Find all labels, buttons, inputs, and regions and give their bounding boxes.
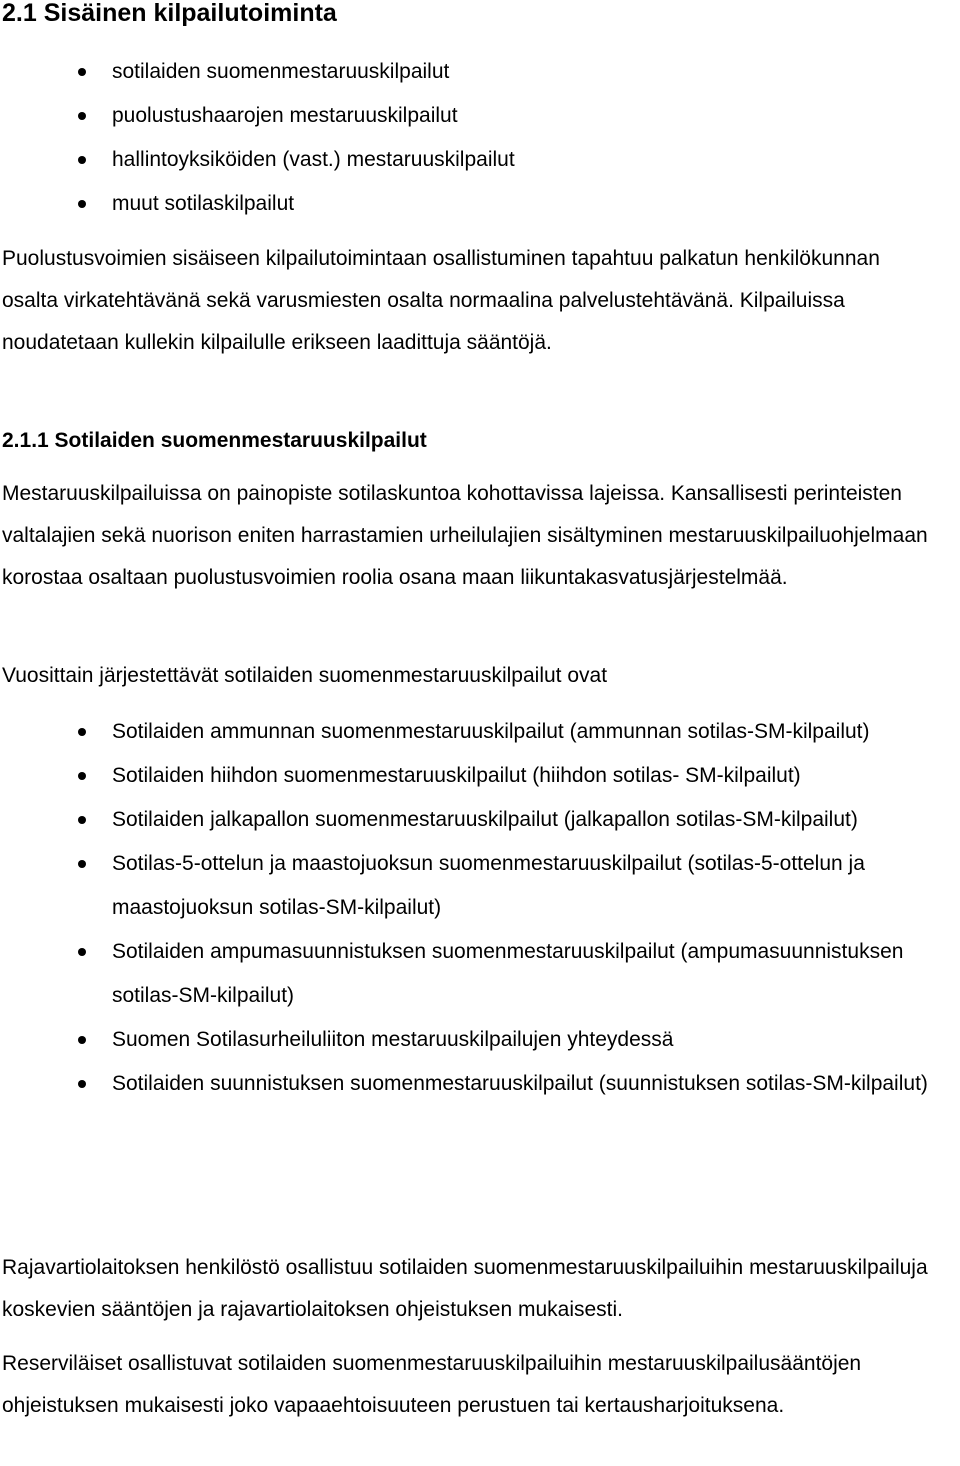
subsection-paragraph-3: Reserviläiset osallistuvat sotilaiden suomenmestaruuskilpailuihin mestaruuskilpailusääntöjen ohjeistuksen mukaisesti joko vapaaehtoisuuteen perustuen tai kertausharjoituksena.: [2, 1352, 862, 1417]
list-item: Sotilaiden hiihdon suomenmestaruuskilpailut (hiihdon sotilas- SM-kilpailut): [2, 754, 932, 798]
list-item: Suomen Sotilasurheiluliiton mestaruuskilpailujen yhteydessä: [2, 1018, 932, 1062]
list-item: Sotilas-5-ottelun ja maastojuoksun suomenmestaruuskilpailut (sotilas-5-ottelun ja maastojuoksun sotilas-SM-kilpailut): [2, 842, 932, 930]
subsection-paragraph-1: Mestaruuskilpailuissa on painopiste sotilaskuntoa kohottavissa lajeissa. Kansallisesti perinteisten valtalajien sekä nuorison eniten harrastamien urheilulajien sisältyminen mestaruuskilpailuohjelmaan korostaa osaltaan puolustusvoimien roolia osana maan liikuntakasvatusjärjestelmää.: [2, 482, 928, 589]
bullet-icon: [78, 860, 86, 868]
championships-list: [2, 710, 932, 1106]
bullet-icon: [78, 156, 86, 164]
list-item: Sotilaiden jalkapallon suomenmestaruuskilpailut (jalkapallon sotilas-SM-kilpailut): [2, 798, 932, 842]
subsection-intro: Vuosittain järjestettävät sotilaiden suomenmestaruuskilpailut ovat: [2, 664, 608, 687]
list-item: hallintoyksiköiden (vast.) mestaruuskilpailut: [2, 138, 515, 182]
list-item: Sotilaiden suunnistuksen suomenmestaruuskilpailut (suunnistuksen sotilas-SM-kilpailut): [2, 1062, 932, 1106]
list-item: Sotilaiden ammunnan suomenmestaruuskilpailut (ammunnan sotilas-SM-kilpailut): [2, 710, 932, 754]
section-paragraph: Puolustusvoimien sisäiseen kilpailutoimintaan osallistuminen tapahtuu palkatun henkilökunnan osalta virkatehtävänä sekä varusmiesten osalta normaalina palvelustehtävänä. Kilpailuissa noudatetaan kullekin kilpailulle erikseen laadittuja sääntöjä.: [2, 247, 880, 354]
bullet-icon: [78, 1036, 86, 1044]
competition-types-list: [2, 50, 515, 226]
bullet-icon: [78, 200, 86, 208]
list-item: sotilaiden suomenmestaruuskilpailut: [2, 50, 515, 94]
list-item: Sotilaiden ampumasuunnistuksen suomenmestaruuskilpailut (ampumasuunnistuksen sotilas-SM-kilpailut): [2, 930, 932, 1018]
bullet-icon: [78, 1080, 86, 1088]
bullet-icon: [78, 112, 86, 120]
bullet-icon: [78, 728, 86, 736]
bullet-icon: [78, 816, 86, 824]
list-item: muut sotilaskilpailut: [2, 182, 515, 226]
subsection-paragraph-2: Rajavartiolaitoksen henkilöstö osallistuu sotilaiden suomenmestaruuskilpailuihin mestaruuskilpailuja koskevien sääntöjen ja rajavartiolaitoksen ohjeistuksen mukaisesti.: [2, 1256, 928, 1321]
bullet-icon: [78, 948, 86, 956]
bullet-icon: [78, 68, 86, 76]
subsection-heading: 2.1.1 Sotilaiden suomenmestaruuskilpailut: [2, 429, 427, 452]
bullet-icon: [78, 772, 86, 780]
list-item: puolustushaarojen mestaruuskilpailut: [2, 94, 515, 138]
section-heading: 2.1 Sisäinen kilpailutoiminta: [2, 0, 337, 27]
